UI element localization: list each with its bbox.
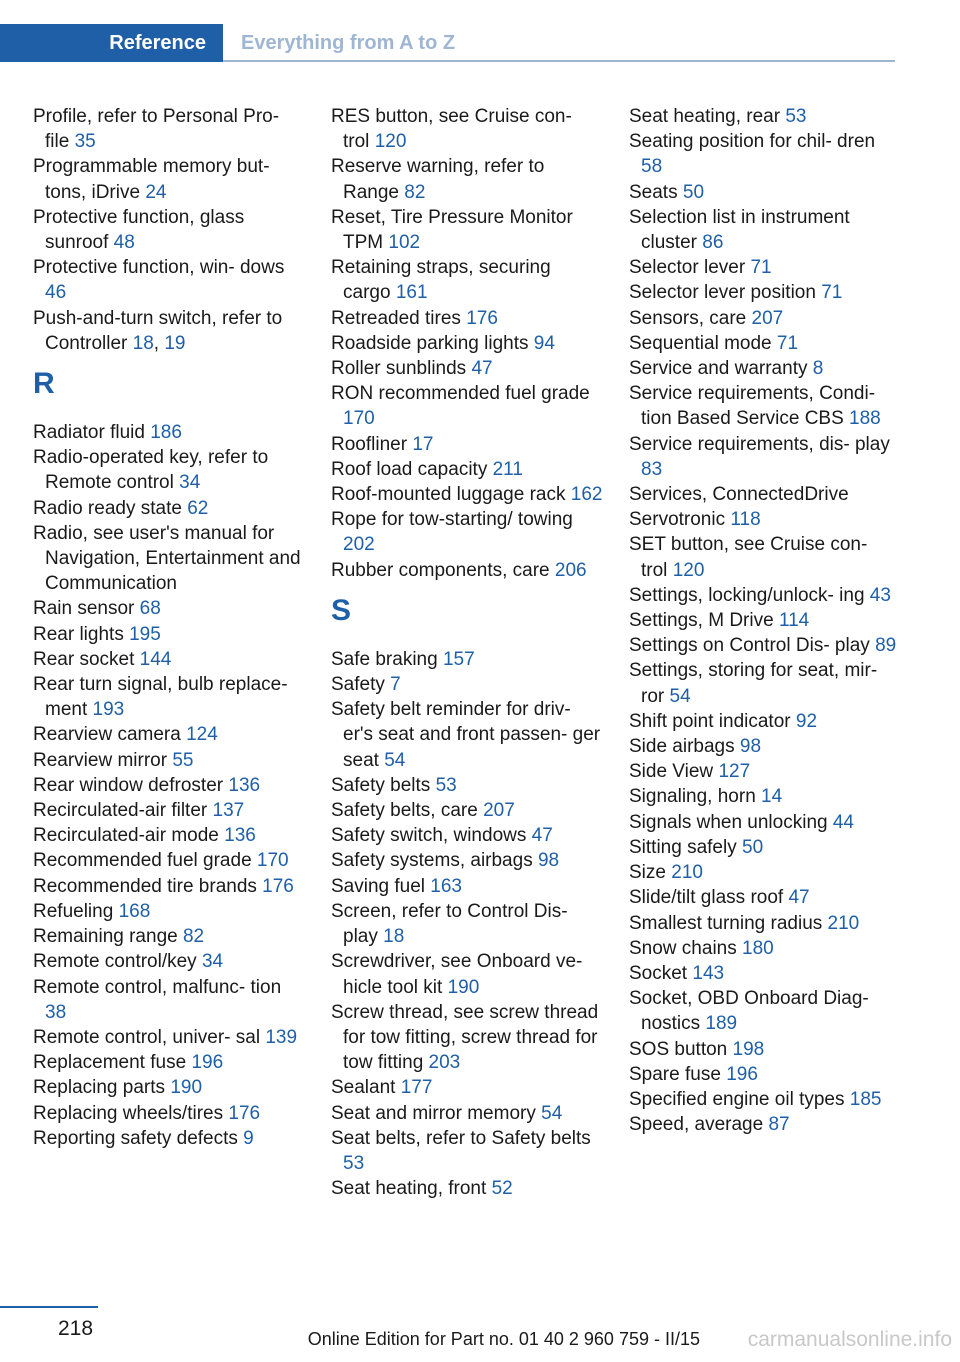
index-entry <box>33 622 305 647</box>
index-entry-label: Recommended tire brands <box>33 875 257 897</box>
index-entry <box>331 482 603 507</box>
index-entry <box>629 1112 897 1137</box>
index-entry-label: Service and warranty <box>629 358 808 380</box>
index-entry <box>33 1075 305 1100</box>
index-entry <box>629 129 897 179</box>
index-letter-heading: S <box>331 593 352 627</box>
index-entry <box>331 432 603 457</box>
page-reference-link[interactable]: 48 <box>113 232 135 254</box>
index-entry <box>629 1037 897 1062</box>
index-entry-label: Speed, average <box>629 1114 764 1136</box>
index-entry-label: Protective function, win‑ dows <box>33 257 285 279</box>
index-entry-label: Rearview camera <box>33 724 181 746</box>
index-entry-label: Services, ConnectedDrive <box>629 484 849 506</box>
page-reference-link[interactable]: 180 <box>742 937 774 959</box>
page-reference-link[interactable]: 207 <box>483 800 515 822</box>
page-reference-link[interactable]: 118 <box>730 509 761 531</box>
index-entry <box>33 496 305 521</box>
index-entry <box>331 1075 603 1100</box>
page-reference-link[interactable]: 120 <box>374 131 407 153</box>
page-reference-link[interactable]: 144 <box>139 648 172 670</box>
page-reference-link[interactable]: 211 <box>492 458 523 480</box>
index-entry-label: Size <box>629 862 666 884</box>
index-entry-label: SET button, see Cruise con‑ trol <box>629 534 868 581</box>
index-entry-label: Seating position for chil‑ dren <box>629 131 876 153</box>
index-entry <box>33 798 305 823</box>
page-reference-link[interactable]: 8 <box>812 358 824 380</box>
index-entry-label: Spare fuse <box>629 1063 721 1085</box>
index-entry <box>331 949 603 999</box>
index-entry-label: Profile, refer to Personal Pro‑ file <box>33 106 280 153</box>
index-entry-label: Screen, refer to Control Dis‑ play <box>331 900 568 948</box>
index-column-1 <box>33 104 305 1151</box>
index-entry-label: Safety belts, care <box>331 800 478 822</box>
index-entry-label: Safety <box>331 674 385 696</box>
index-entry <box>33 255 305 305</box>
page-reference-link[interactable]: 176 <box>262 875 294 897</box>
index-entry-label: Specified engine oil types <box>629 1088 845 1110</box>
index-entry-label: Screw thread, see screw thread for tow fitting, screw thread for tow fitting <box>331 1001 599 1074</box>
index-entry-label: Radio, see user's manual for Navigation, Entertainment and Communication <box>33 522 301 595</box>
index-entry <box>629 986 897 1036</box>
index-entry-label: Settings, M Drive <box>629 610 774 632</box>
page-reference-link[interactable]: 170 <box>256 850 289 872</box>
index-entry-label: Safety belts <box>331 774 431 796</box>
index-entry <box>629 255 897 280</box>
index-entry <box>629 482 897 507</box>
index-entry-label: Roof-mounted luggage rack <box>331 484 566 506</box>
index-entry <box>331 848 603 873</box>
page-reference-link[interactable]: 53 <box>785 106 807 127</box>
page-reference-link[interactable]: 170 <box>343 408 375 430</box>
index-entry <box>331 1101 603 1126</box>
index-entry-label: Settings, storing for seat, mir‑ ror <box>629 660 878 707</box>
page-reference-link[interactable]: 124 <box>186 724 218 746</box>
page-reference-link[interactable]: 136 <box>224 825 256 847</box>
page-reference-link[interactable]: 176 <box>228 1102 261 1124</box>
index-entry <box>33 823 305 848</box>
index-entry <box>629 759 897 784</box>
index-entry <box>331 874 603 899</box>
index-entry <box>629 860 897 885</box>
index-entry-label: Settings, locking/unlock‑ ing <box>629 584 865 606</box>
index-entry-label: Screwdriver, see Onboard ve‑ hicle tool kit <box>331 951 583 998</box>
index-entry <box>331 798 603 823</box>
index-entry-label: Smallest turning radius <box>629 912 823 934</box>
page-reference-link[interactable]: 58 <box>641 156 663 178</box>
page-reference-link[interactable]: 114 <box>778 610 810 632</box>
index-entry <box>331 647 603 672</box>
index-entry <box>629 180 897 205</box>
index-entry-label: Sensors, care <box>629 307 747 329</box>
index-entry-label: Roller sunblinds <box>331 358 467 380</box>
index-entry-label: Reserve warning, refer to Range <box>331 156 545 203</box>
page-reference-link[interactable]: 186 <box>150 422 182 444</box>
page-reference-link[interactable]: 176 <box>466 307 498 329</box>
page-reference-link[interactable]: 55 <box>172 749 194 771</box>
index-entry-label: RES button, see Cruise con‑ trol <box>331 106 572 153</box>
index-entry <box>629 432 897 482</box>
page-reference-link[interactable]: 18 <box>132 332 154 354</box>
index-entry-label: Recirculated-air filter <box>33 800 208 822</box>
section-tab[interactable]: Reference <box>0 24 223 62</box>
page-reference-link[interactable]: 202 <box>343 534 375 556</box>
index-entry <box>331 899 603 949</box>
index-entry <box>331 1000 603 1076</box>
index-entry <box>331 104 603 154</box>
index-letter-heading: R <box>33 367 55 401</box>
page-reference-link[interactable]: 52 <box>491 1178 513 1200</box>
index-entry <box>331 306 603 331</box>
edition-text: Online Edition for Part no. 01 40 2 960 759 - II/15 <box>307 1329 700 1349</box>
index-entry-label: Slide/tilt glass roof <box>629 887 784 909</box>
page-reference-link[interactable]: 89 <box>875 635 897 657</box>
index-entry-label: Socket, OBD Onboard Diag‑ nostics <box>629 988 869 1035</box>
page-reference-link[interactable]: 47 <box>531 825 553 847</box>
page-reference-link[interactable]: 34 <box>179 472 201 494</box>
watermark: carmanualsonline.info <box>747 1328 952 1351</box>
section-title: Everything from A to Z <box>241 31 456 54</box>
index-entry <box>629 1062 897 1087</box>
page-reference-link[interactable]: 82 <box>404 181 426 203</box>
index-entry <box>33 596 305 621</box>
index-entry-label: Seats <box>629 181 678 203</box>
index-entry <box>629 810 897 835</box>
index-entry-label: Saving fuel <box>331 875 426 897</box>
page-reference-link[interactable]: 62 <box>187 497 209 519</box>
index-entry <box>629 381 897 431</box>
page-reference-link[interactable]: 54 <box>669 685 691 707</box>
index-entry-label: Rearview mirror <box>33 749 168 771</box>
page-reference-link[interactable]: 9 <box>243 1127 254 1149</box>
page-reference-link[interactable]: 143 <box>692 962 725 984</box>
page-reference-link[interactable]: 161 <box>395 282 428 304</box>
index-entry <box>629 507 897 532</box>
page-reference-link[interactable]: 196 <box>726 1063 758 1085</box>
page-reference-link[interactable]: 168 <box>118 900 151 922</box>
index-entry <box>33 949 305 974</box>
index-entry-label: Remaining range <box>33 926 178 948</box>
index-entry-label: Retreaded tires <box>331 307 461 329</box>
index-entry <box>33 1126 305 1151</box>
index-entry-label: Rear lights <box>33 623 124 645</box>
index-entry <box>629 658 897 708</box>
index-entry <box>629 608 897 633</box>
index-entry-label: Rear turn signal, bulb replace‑ ment <box>33 674 288 721</box>
page-reference-link[interactable]: 71 <box>821 282 843 304</box>
footer-rule <box>0 1306 98 1308</box>
index-entry-label: Remote control/key <box>33 951 197 973</box>
index-entry-label: Roofliner <box>331 433 408 455</box>
index-entry <box>629 306 897 331</box>
index-entry <box>629 911 897 936</box>
page-reference-link[interactable]: 38 <box>45 1001 67 1023</box>
index-entry-label: Roadside parking lights <box>331 332 529 354</box>
index-entry <box>331 558 603 583</box>
page-reference-link[interactable]: 196 <box>191 1052 224 1074</box>
page-reference-link[interactable]: 94 <box>533 332 555 354</box>
page-reference-link[interactable]: 127 <box>718 761 751 783</box>
page-reference-link[interactable]: 19 <box>164 332 186 354</box>
page-reference-link[interactable]: 102 <box>388 232 421 254</box>
index-entry-label: Seat and mirror memory <box>331 1102 536 1124</box>
page-header <box>0 24 895 62</box>
page-reference-link[interactable]: 210 <box>827 912 860 934</box>
index-entry-label: Safety belt reminder for driv‑ er's seat and front passen‑ ger seat <box>331 699 601 771</box>
page-reference-link[interactable]: 24 <box>145 181 167 203</box>
index-entry-label: Seat belts, refer to Safety belts <box>331 1127 591 1149</box>
index-entry-label: Safety systems, airbags <box>331 850 533 872</box>
index-entry <box>33 899 305 924</box>
index-entry-label: Seat heating, front <box>331 1178 487 1200</box>
index-entry-label: Radio ready state <box>33 497 182 519</box>
index-entry-label: Rope for tow-starting/ towing <box>331 509 573 531</box>
index-entry <box>331 697 603 773</box>
index-entry-label: Service requirements, dis‑ play <box>629 433 890 455</box>
index-entry <box>33 848 305 873</box>
index-entry <box>331 507 603 557</box>
page-reference-link[interactable]: 54 <box>541 1102 563 1124</box>
index-entry-label: Replacement fuse <box>33 1052 187 1074</box>
page-reference-link[interactable]: 71 <box>750 257 772 279</box>
page-reference-link[interactable]: 92 <box>795 710 818 732</box>
index-entry-label: Rain sensor <box>33 598 135 620</box>
index-entry-label: Seat heating, rear <box>629 106 781 127</box>
page-reference-link[interactable]: 18 <box>383 926 405 948</box>
index-entry-label: Radiator fluid <box>33 422 145 444</box>
index-entry: Push-and-turn switch, refer to Controller 18, 19 <box>33 307 283 354</box>
index-entry-label: Sealant <box>331 1077 396 1099</box>
index-entry <box>33 1025 305 1050</box>
index-entry <box>33 420 305 445</box>
index-entry-label: Selector lever <box>629 257 746 279</box>
index-entry-label: Service requirements, Condi‑ tion Based Service CBS <box>629 383 876 430</box>
page-reference-link[interactable]: 203 <box>428 1052 461 1074</box>
page-reference-link[interactable]: 210 <box>671 862 703 884</box>
page-reference-link[interactable]: 190 <box>170 1077 203 1099</box>
index-entry-label: Rear socket <box>33 648 135 670</box>
index-entry <box>331 773 603 798</box>
page-reference-link[interactable]: 86 <box>702 232 724 254</box>
page-reference-link[interactable]: 82 <box>182 926 205 948</box>
page-reference-link[interactable]: 139 <box>265 1026 298 1048</box>
index-entry <box>629 104 897 129</box>
page-reference-link[interactable]: 188 <box>849 408 881 430</box>
index-entry-label: Rubber components, care <box>331 559 550 581</box>
page-reference-link[interactable]: 54 <box>384 749 406 771</box>
page-reference-link[interactable]: 189 <box>705 1013 738 1035</box>
index-entry-label: Recommended fuel grade <box>33 850 252 872</box>
page-reference-link[interactable]: 14 <box>761 786 783 808</box>
index-entry <box>629 961 897 986</box>
index-entry <box>629 885 897 910</box>
page-reference-link[interactable]: 34 <box>201 951 224 973</box>
index-entry <box>33 154 305 204</box>
index-entry <box>33 521 305 597</box>
index-entry-label: Remote control, univer‑ sal <box>33 1026 261 1048</box>
page-reference-link[interactable]: 43 <box>869 584 891 606</box>
page-reference-link[interactable]: 17 <box>412 433 434 455</box>
index-entry <box>33 722 305 747</box>
index-entry <box>33 1050 305 1075</box>
index-entry-label: Socket <box>629 962 688 984</box>
index-entry-label: Servotronic <box>629 509 726 531</box>
index-entry <box>33 748 305 773</box>
index-entry-label: Settings on Control Dis‑ play <box>629 635 870 657</box>
index-entry-label: Recirculated-air mode <box>33 825 219 847</box>
index-entry-label: Remote control, malfunc‑ tion <box>33 976 282 998</box>
page-reference-link[interactable]: 207 <box>751 307 784 329</box>
index-entry <box>331 331 603 356</box>
index-entry <box>331 1126 603 1176</box>
index-entry-label: Selection list in instrument cluster <box>629 206 850 254</box>
page-reference-link[interactable]: 71 <box>776 332 799 354</box>
page-reference-link[interactable]: 98 <box>739 736 762 758</box>
page-reference-link[interactable]: 163 <box>430 875 462 897</box>
page-reference-link[interactable]: 50 <box>682 181 705 203</box>
index-entry <box>629 356 897 381</box>
page-reference-link[interactable]: 46 <box>45 282 67 304</box>
page-reference-link[interactable]: 162 <box>570 484 603 506</box>
index-entry <box>331 672 603 697</box>
index-entry <box>33 104 305 154</box>
index-entry <box>33 205 305 255</box>
index-entry-label: Protective function, glass sunroof <box>33 206 245 254</box>
page-reference-link[interactable]: 44 <box>832 811 854 833</box>
index-column-2 <box>331 104 603 1201</box>
index-entry <box>629 280 897 305</box>
index-entry-label: RON recommended fuel grade <box>331 383 590 405</box>
page-reference-link[interactable]: 206 <box>554 559 587 581</box>
page-reference-link[interactable]: 87 <box>768 1114 790 1136</box>
page-reference-link[interactable]: 198 <box>732 1038 765 1060</box>
page-reference-link[interactable]: 193 <box>92 699 125 721</box>
index-entry-label: Replacing parts <box>33 1077 166 1099</box>
index-entry-label: Programmable memory but‑ tons, iDrive <box>33 156 270 203</box>
index-entry <box>33 924 305 949</box>
index-entry <box>33 773 305 798</box>
index-entry-label: Sitting safely <box>629 836 737 858</box>
page-reference-link[interactable]: 137 <box>212 800 245 822</box>
page-reference-link[interactable]: 98 <box>537 850 560 872</box>
page-reference-link[interactable]: 157 <box>442 648 475 670</box>
header-rule <box>223 60 895 62</box>
index-entry <box>33 672 305 722</box>
page-reference-link[interactable]: 53 <box>435 774 457 796</box>
page-reference-link[interactable]: 177 <box>400 1077 433 1099</box>
index-entry <box>629 205 897 255</box>
index-entry-label: Side View <box>629 761 714 783</box>
page-reference-link[interactable]: 195 <box>129 623 161 645</box>
index-entry <box>629 633 897 658</box>
index-entry-label: Signaling, horn <box>629 786 756 808</box>
index-entry <box>629 936 897 961</box>
index-entry <box>629 532 897 582</box>
index-entry-label: Side airbags <box>629 736 735 758</box>
index-entry <box>33 975 305 1025</box>
index-entry-label: Retaining straps, securing cargo <box>331 257 551 304</box>
index-entry <box>629 1087 897 1112</box>
index-entry-label: Push-and-turn switch, refer to Controller <box>33 307 283 354</box>
index-entry <box>629 331 897 356</box>
index-entry <box>331 255 603 305</box>
page-reference-link[interactable]: 35 <box>74 131 96 153</box>
page-reference-link[interactable]: 7 <box>390 674 401 696</box>
page-reference-link[interactable]: 53 <box>343 1152 365 1174</box>
page-reference-link[interactable]: 185 <box>849 1088 882 1110</box>
index-entry <box>331 823 603 848</box>
index-entry <box>331 457 603 482</box>
index-entry <box>33 647 305 672</box>
page-reference-link[interactable]: 83 <box>641 458 663 480</box>
index-entry <box>331 356 603 381</box>
index-entry-label: Sequential mode <box>629 332 772 354</box>
index-entry-label: Roof load capacity <box>331 458 488 480</box>
page-reference-link[interactable]: 50 <box>742 836 764 858</box>
page-reference-link[interactable]: 47 <box>788 887 810 909</box>
index-entry-label: Reset, Tire Pressure Monitor TPM <box>331 206 573 254</box>
index-entry-label: SOS button <box>629 1038 728 1060</box>
index-entry <box>33 445 305 495</box>
index-entry <box>33 874 305 899</box>
page-reference-link[interactable]: 120 <box>672 559 705 581</box>
index-entry-label: Radio-operated key, refer to Remote control <box>33 447 269 494</box>
index-entry <box>629 709 897 734</box>
index-entry-label: Safety switch, windows <box>331 825 527 847</box>
index-column-3 <box>629 104 897 1137</box>
page-reference-link[interactable]: 47 <box>471 358 493 380</box>
index-entry-label: Selector lever position <box>629 282 816 304</box>
page-reference-link[interactable]: 190 <box>447 976 480 998</box>
index-entry-label: Refueling <box>33 900 114 922</box>
page-reference-link[interactable]: 136 <box>228 774 261 796</box>
index-entry <box>331 205 603 255</box>
index-entry <box>629 583 897 608</box>
index-entry <box>629 784 897 809</box>
index-entry-label: Rear window defroster <box>33 774 224 796</box>
index-entry-label: Snow chains <box>629 937 737 959</box>
index-entry <box>331 381 603 431</box>
index-entry <box>331 1176 603 1201</box>
index-entry-label: Replacing wheels/tires <box>33 1102 224 1124</box>
page-reference-link[interactable]: 68 <box>139 598 161 620</box>
index-entry-label: Safe braking <box>331 648 438 670</box>
index-entry-label: Shift point indicator <box>629 710 791 732</box>
index-entry <box>629 835 897 860</box>
index-entry <box>33 1101 305 1126</box>
page-number: 218 <box>58 1317 94 1340</box>
index-entry <box>331 154 603 204</box>
index-entry <box>629 734 897 759</box>
index-entry-label: Signals when unlocking <box>629 811 828 833</box>
index-entry-label: Reporting safety defects <box>33 1127 238 1149</box>
